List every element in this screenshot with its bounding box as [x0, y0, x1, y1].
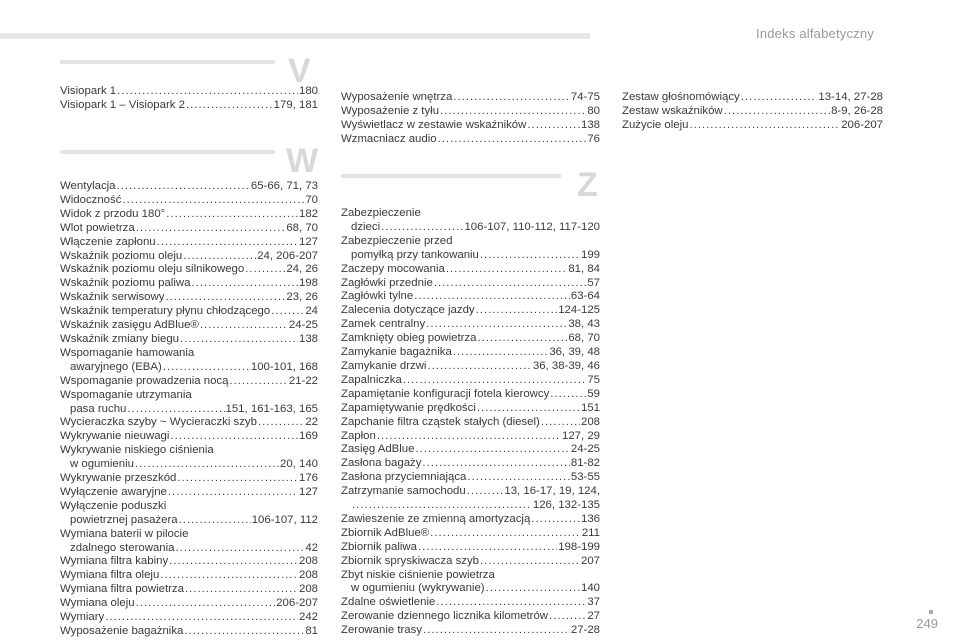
entry-pages: 208 [298, 569, 318, 582]
dot-leader [430, 527, 581, 541]
entry-pages: 23, 26 [286, 291, 318, 304]
entry-term: Zamykanie drzwi [341, 359, 427, 372]
index-entry [341, 119, 600, 133]
index-entry [60, 319, 318, 333]
index-entry [341, 624, 600, 638]
entry-pages: 127, 29 [561, 429, 600, 442]
entry-subterm: dzieci [351, 220, 381, 233]
dot-leader [229, 375, 287, 389]
index-entry [60, 99, 318, 113]
entry-pages: 127 [298, 235, 318, 248]
index-entry [60, 611, 318, 625]
index-entry [60, 222, 318, 236]
dot-leader [200, 319, 288, 333]
entry-pages: 20, 140 [279, 458, 318, 471]
dot-leader [180, 333, 298, 347]
dot-leader [381, 221, 463, 235]
index-column-z [341, 207, 600, 638]
index-entry [60, 333, 318, 347]
dot-leader [179, 514, 251, 528]
dot-leader [166, 208, 298, 222]
dot-leader [436, 596, 586, 610]
dot-leader [477, 402, 580, 416]
index-entry [60, 208, 318, 222]
index-entry [60, 236, 318, 250]
dot-leader [415, 443, 569, 457]
header-bar [0, 33, 590, 39]
entry-pages: 81 [305, 625, 318, 637]
entry-pages: 70 [305, 193, 318, 206]
index-entry [60, 194, 318, 208]
index-entry [60, 472, 318, 486]
entry-pages: 24-25 [570, 443, 600, 456]
index-entry [341, 290, 600, 304]
entry-term: Zawieszenie ze zmienną amortyzacją [341, 512, 531, 525]
section-bar [341, 174, 561, 178]
dot-leader [453, 91, 570, 105]
entry-term: Zestaw głośnomówiący [622, 91, 740, 103]
section-bar [60, 150, 275, 154]
entry-term: Wykrywanie przeszkód [60, 472, 177, 485]
index-entry [622, 91, 883, 105]
dot-leader [467, 485, 504, 499]
entry-pages: 208 [298, 583, 318, 596]
index-entry [341, 304, 600, 318]
dot-leader [117, 180, 250, 194]
index-entry [622, 105, 883, 119]
index-entry [341, 527, 600, 541]
index-entry [60, 625, 318, 639]
index-entry [341, 596, 600, 610]
index-entry [622, 119, 883, 133]
dot-leader [453, 346, 549, 360]
index-entry [60, 277, 318, 291]
entry-term: Zasłona bagaży [341, 457, 422, 470]
index-entry [60, 375, 318, 389]
index-entry [341, 443, 600, 457]
entry-pages: 206-207 [841, 118, 883, 131]
index-entry [341, 485, 600, 513]
dot-leader [434, 277, 587, 291]
index-entry [60, 569, 318, 583]
entry-term: Wyposażenie z tyłu [341, 104, 440, 117]
entry-pages: 38, 43 [568, 318, 600, 331]
index-entry [341, 360, 600, 374]
entry-term: Wskaźnik serwisowy [60, 291, 165, 304]
entry-term: Wlot powietrza [60, 221, 135, 234]
entry-pages: 57 [587, 276, 600, 289]
dot-leader [136, 597, 276, 611]
dot-leader [105, 611, 298, 625]
entry-pages: 81-82 [570, 457, 600, 470]
entry-term: Zasłona przyciemniająca [341, 471, 467, 484]
index-entry [341, 332, 600, 346]
index-entry [60, 263, 318, 277]
entry-term: Wyłączenie awaryjne [60, 485, 167, 498]
entry-pages: 106-107, 112 [251, 513, 318, 526]
entry-pages: 53-55 [570, 471, 600, 484]
entry-term: Zaczepy mocowania [341, 262, 445, 275]
section-header-z [341, 166, 603, 204]
entry-term: Wyposażenie bagażnika [60, 625, 184, 637]
dot-leader [258, 416, 304, 430]
entry-term: Zbyt niskie ciśnienie powietrza [341, 568, 495, 581]
entry-subterm: pasa ruchu [70, 402, 127, 415]
entry-term: Zbiornik spryskiwacza szyb [341, 554, 479, 567]
index-entry [341, 610, 600, 624]
entry-term: Zamknięty obieg powietrza [341, 332, 477, 345]
index-entry [60, 430, 318, 444]
dot-leader [418, 541, 557, 555]
dot-leader [426, 318, 567, 332]
dot-leader [541, 416, 580, 430]
entry-term: Zbiornik paliwa [341, 540, 417, 553]
entry-pages: 242 [298, 611, 318, 624]
entry-term: Włączenie zapłonu [60, 235, 156, 248]
entry-term: Zagłówki tylne [341, 290, 414, 303]
dot-leader [168, 486, 298, 500]
index-entry [341, 374, 600, 388]
dot-leader [527, 119, 580, 133]
entry-pages: 36, 39, 48 [549, 346, 600, 359]
entry-pages: 176 [298, 472, 318, 485]
dot-leader [476, 304, 558, 318]
entry-term: Wyposażenie wnętrza [341, 91, 453, 103]
entry-pages: 13, 16-17, 19, 124, [504, 485, 600, 498]
index-entry [60, 444, 318, 472]
entry-pages: 138 [580, 118, 600, 131]
index-entry [341, 416, 600, 430]
entry-pages: 180 [298, 85, 318, 97]
dot-leader [160, 569, 298, 583]
entry-term: Wykrywanie niskiego ciśnienia [60, 444, 214, 457]
dot-leader [403, 374, 587, 388]
index-entry [60, 305, 318, 319]
entry-term: Wykrywanie nieuwagi [60, 430, 170, 443]
entry-term: Wymiana filtra oleju [60, 569, 160, 582]
section-letter-z: Z [577, 166, 598, 204]
index-entry [60, 500, 318, 528]
entry-pages: 13-14, 27-28 [818, 91, 883, 103]
dot-leader [245, 263, 285, 277]
index-entry [341, 207, 600, 235]
entry-pages: 36, 38-39, 46 [532, 359, 600, 372]
entry-pages: 68, 70 [568, 332, 600, 345]
index-entry [341, 235, 600, 263]
entry-term: Widoczność [60, 193, 122, 206]
entry-pages: 179, 181 [273, 98, 318, 111]
entry-pages: 42 [305, 541, 318, 554]
dot-leader [423, 624, 570, 638]
entry-pages: 24 [305, 305, 318, 318]
index-entry [341, 346, 600, 360]
entry-pages: 65-66, 71, 73 [250, 180, 318, 192]
dot-leader [486, 582, 580, 596]
dot-leader [480, 249, 580, 263]
entry-pages: 81, 84 [568, 262, 600, 275]
entry-pages: 8-9, 26-28 [831, 104, 883, 117]
dot-leader [184, 625, 304, 639]
dot-leader [185, 583, 298, 597]
entry-term: Zabezpieczenie [341, 207, 421, 219]
dot-leader [467, 471, 570, 485]
dot-leader [724, 105, 830, 119]
entry-pages: 24-25 [288, 319, 318, 332]
entry-subterm: awaryjnego (EBA) [70, 360, 162, 373]
entry-term: Zestaw wskaźników [622, 104, 723, 117]
index-entry [341, 430, 600, 444]
entry-term: Zalecenia dotyczące jazdy [341, 304, 475, 317]
entry-pages: 127 [298, 485, 318, 498]
dot-leader [550, 388, 586, 402]
entry-term: Wskaźnik temperatury płynu chłodzącego [60, 305, 271, 318]
entry-pages: 199 [580, 248, 600, 261]
index-entry [60, 347, 318, 375]
section-letter-w: W [286, 142, 319, 180]
dot-leader [183, 250, 256, 264]
entry-term: Zapalniczka [341, 373, 402, 386]
index-entry [341, 471, 600, 485]
index-entry [60, 555, 318, 569]
entry-term: Widok z przodu 180° [60, 207, 166, 220]
entry-term: Wentylacja [60, 180, 116, 192]
entry-term: Visiopark 1 [60, 85, 117, 97]
entry-term: Zerowanie trasy [341, 624, 423, 637]
entry-pages: 63-64 [570, 290, 600, 303]
entry-pages: 124-125 [558, 304, 600, 317]
dot-leader [176, 542, 305, 556]
entry-term: Zapchanie filtra cząstek stałych (diesel) [341, 415, 540, 428]
entry-subterm: w ogumieniu [70, 458, 134, 471]
entry-pages: 206-207 [276, 597, 318, 610]
entry-pages: 208 [580, 415, 600, 428]
entry-term: Zagłówki przednie [341, 276, 433, 289]
entry-term: Wyłączenie poduszki [60, 499, 167, 512]
dot-leader [478, 332, 568, 346]
page-header-title: Indeks alfabetyczny [756, 26, 874, 41]
entry-pages: 198 [298, 277, 318, 290]
entry-term: Wskaźnik poziomu oleju silnikowego [60, 263, 245, 276]
dot-leader [177, 472, 298, 486]
entry-pages: 76 [587, 132, 600, 145]
index-entry [341, 513, 600, 527]
index-entry [60, 250, 318, 264]
entry-term: Zdalne oświetlenie [341, 596, 436, 609]
index-entry [341, 555, 600, 569]
entry-term: Zapłon [341, 429, 376, 442]
dot-leader [135, 458, 279, 472]
entry-term: Zamek centralny [341, 318, 426, 331]
index-entry [341, 105, 600, 119]
index-column-w-continued [341, 91, 600, 147]
entry-term: Zasięg AdBlue [341, 443, 415, 456]
index-entry [60, 528, 318, 556]
entry-pages: 74-75 [570, 91, 600, 103]
entry-pages: 211 [581, 526, 600, 539]
index-column-z-continued [622, 91, 883, 133]
entry-term: Wymiana baterii w pilocie [60, 527, 189, 540]
dot-leader [271, 305, 304, 319]
index-entry [341, 277, 600, 291]
index-entry [60, 583, 318, 597]
dot-leader [122, 194, 304, 208]
entry-pages: 22 [305, 416, 318, 429]
dot-leader [117, 85, 298, 99]
dot-leader [163, 361, 250, 375]
index-entry [60, 416, 318, 430]
entry-subterm: powietrznej pasażera [70, 513, 178, 526]
index-entry [341, 388, 600, 402]
index-entry [60, 389, 318, 417]
entry-pages: 207 [580, 554, 600, 567]
entry-pages: 169 [298, 430, 318, 443]
entry-pages: 136 [580, 512, 600, 525]
dot-leader [741, 91, 818, 105]
index-entry [60, 597, 318, 611]
entry-term: Wspomaganie hamowania [60, 346, 195, 359]
dot-leader [438, 133, 587, 147]
dot-leader [549, 610, 586, 624]
dot-leader [127, 403, 224, 417]
entry-pages: 27 [587, 610, 600, 623]
entry-term: Zbiornik AdBlue® [341, 526, 430, 539]
dot-leader [136, 222, 286, 236]
page-marker [929, 610, 933, 614]
dot-leader [531, 513, 580, 527]
entry-term: Zużycie oleju [622, 118, 689, 131]
dot-leader [352, 499, 532, 513]
entry-term: Wskaźnik zasięgu AdBlue® [60, 319, 199, 332]
entry-subterm: zdalnego sterowania [70, 541, 175, 554]
entry-pages: 182 [298, 207, 318, 220]
section-letter-v: V [288, 52, 311, 90]
entry-term: Wymiary [60, 611, 105, 624]
entry-term: Wycieraczka szyby ~ Wycieraczki szyb [60, 416, 257, 429]
entry-subterm: pomyłką przy tankowaniu [351, 248, 479, 261]
entry-term: Zapamiętywanie prędkości [341, 401, 476, 414]
entry-term: Wskaźnik poziomu paliwa [60, 277, 191, 290]
dot-leader [157, 236, 298, 250]
entry-pages: 24, 26 [286, 263, 318, 276]
entry-term: Wyświetlacz w zestawie wskaźników [341, 118, 527, 131]
entry-pages: 68, 70 [286, 221, 318, 234]
index-entry [341, 402, 600, 416]
entry-term: Zapamiętanie konfiguracji fotela kierowcy [341, 387, 550, 400]
entry-pages: 140 [580, 582, 600, 595]
entry-term: Zatrzymanie samochodu [341, 485, 466, 498]
index-entry [60, 180, 318, 194]
entry-pages: 27-28 [570, 624, 600, 637]
entry-term: Wymiana filtra kabiny [60, 555, 169, 568]
dot-leader [165, 291, 285, 305]
dot-leader [440, 105, 586, 119]
page-number: 249 [916, 616, 938, 631]
entry-term: Wspomaganie prowadzenia nocą [60, 374, 229, 387]
entry-pages: 59 [587, 387, 600, 400]
entry-pages: 37 [587, 596, 600, 609]
index-entry [341, 541, 600, 555]
dot-leader [414, 290, 570, 304]
dot-leader [191, 277, 298, 291]
entry-pages: 80 [587, 104, 600, 117]
index-entry [60, 291, 318, 305]
entry-pages: 75 [587, 373, 600, 386]
entry-pages: 208 [298, 555, 318, 568]
dot-leader [422, 457, 569, 471]
section-header-w [60, 142, 320, 180]
entry-pages: 100-101, 168 [250, 360, 318, 373]
entry-term: Wskaźnik zmiany biegu [60, 332, 180, 345]
entry-pages: 21-22 [288, 374, 318, 387]
entry-pages: 126, 132-135 [532, 499, 600, 512]
entry-subterm: w ogumieniu (wykrywanie) [351, 582, 485, 595]
entry-term: Wskaźnik poziomu oleju [60, 249, 183, 262]
entry-term: Wymiana filtra powietrza [60, 583, 184, 596]
index-column-w [60, 180, 318, 639]
dot-leader [480, 555, 580, 569]
dot-leader [186, 99, 273, 113]
entry-term: Zerowanie dziennego licznika kilometrów [341, 610, 549, 623]
index-entry [60, 85, 318, 99]
entry-pages: 24, 206-207 [257, 249, 318, 262]
index-entry [60, 486, 318, 500]
entry-pages: 151 [580, 401, 600, 414]
dot-leader [169, 555, 298, 569]
entry-term: Zamykanie bagażnika [341, 346, 452, 359]
index-entry [341, 569, 600, 597]
index-entry [341, 263, 600, 277]
entry-term: Wzmacniacz audio [341, 132, 437, 145]
entry-pages: 106-107, 110-112, 117-120 [464, 220, 600, 233]
dot-leader [689, 119, 840, 133]
entry-pages: 151, 161-163, 165 [225, 402, 318, 415]
entry-term: Zabezpieczenie przed [341, 234, 453, 247]
entry-term: Visiopark 1 – Visiopark 2 [60, 98, 185, 111]
entry-term: Wymiana oleju [60, 597, 135, 610]
index-entry [341, 91, 600, 105]
index-entry [341, 133, 600, 147]
index-entry [341, 318, 600, 332]
dot-leader [427, 360, 531, 374]
entry-pages: 138 [298, 332, 318, 345]
section-bar [60, 60, 275, 64]
entry-pages: 198-199 [558, 540, 600, 553]
index-column-v [60, 85, 318, 113]
dot-leader [446, 263, 567, 277]
dot-leader [170, 430, 298, 444]
dot-leader [377, 430, 561, 444]
entry-term: Wspomaganie utrzymania [60, 388, 192, 401]
index-entry [341, 457, 600, 471]
